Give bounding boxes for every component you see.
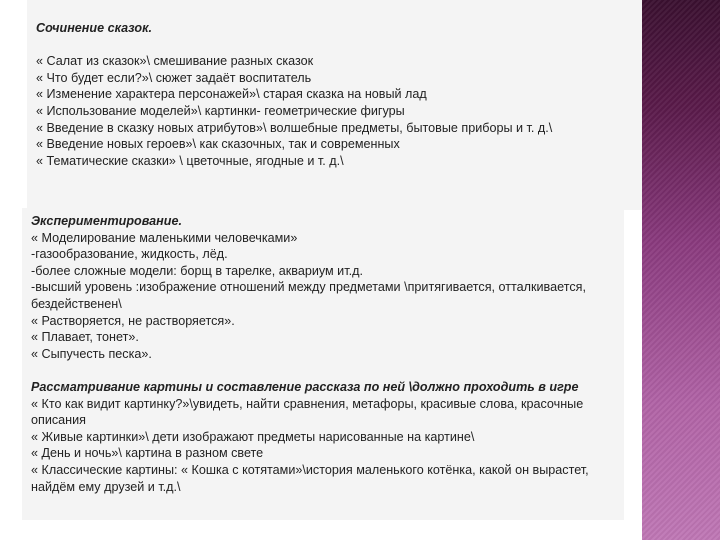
fairy-tales-heading: Сочинение сказок. (36, 21, 152, 35)
list-item: « Живые картинки»\ дети изображают предметы нарисованные на картине\ (31, 429, 475, 444)
list-item: « Введение в сказку новых атрибутов»\ волшебные предметы, бытовые приборы и т. д.\ (36, 120, 553, 135)
picture-story-heading: Рассматривание картины и составление рассказа по ней \должно проходить в игре (31, 379, 579, 394)
list-item: « Моделирование маленькими человечками» (31, 230, 298, 245)
experiments-heading: Экспериментирование. (31, 214, 182, 228)
list-item: -высший уровень :изображение отношений между предметами \притягивается, отталкивается, бездейственен\ (31, 280, 586, 311)
fairy-tales-block (27, 0, 642, 210)
experiments-and-pictures-block (22, 208, 624, 520)
list-item: « Кто как видит картинку?»\увидеть, найти сравнения, метафоры, красивые слова, красочные описания (31, 396, 584, 428)
list-item: « Плавает, тонет». (31, 330, 139, 345)
list-item: « Растворяется, не растворяется». (31, 313, 235, 328)
list-item: « День и ночь»\ картина в разном свете (31, 446, 264, 461)
list-item: « Изменение характера персонажей»\ старая сказка на новый лад (36, 87, 427, 102)
list-item: « Классические картины: « Кошка с котятами»\история маленького котёнка, какой он вырастет, найдём ему друзей и т.д.\ (31, 462, 589, 494)
list-item: -более сложные модели: борщ в тарелке, аквариум ит.д. (31, 263, 363, 278)
list-item: « Сыпучесть песка». (31, 346, 152, 361)
decorative-side-stripe (642, 0, 720, 540)
list-item: « Использование моделей»\ картинки- геометрические фигуры (36, 103, 405, 118)
list-item: « Салат из сказок»\ смешивание разных сказок (36, 54, 314, 69)
list-item: « Введение новых героев»\ как сказочных, так и современных (36, 137, 400, 152)
list-item: « Тематические сказки» \ цветочные, ягодные и т. д.\ (36, 153, 344, 168)
list-item: « Что будет если?»\ сюжет задаёт воспитатель (36, 70, 312, 85)
list-item: -газообразование, жидкость, лёд. (31, 247, 228, 262)
